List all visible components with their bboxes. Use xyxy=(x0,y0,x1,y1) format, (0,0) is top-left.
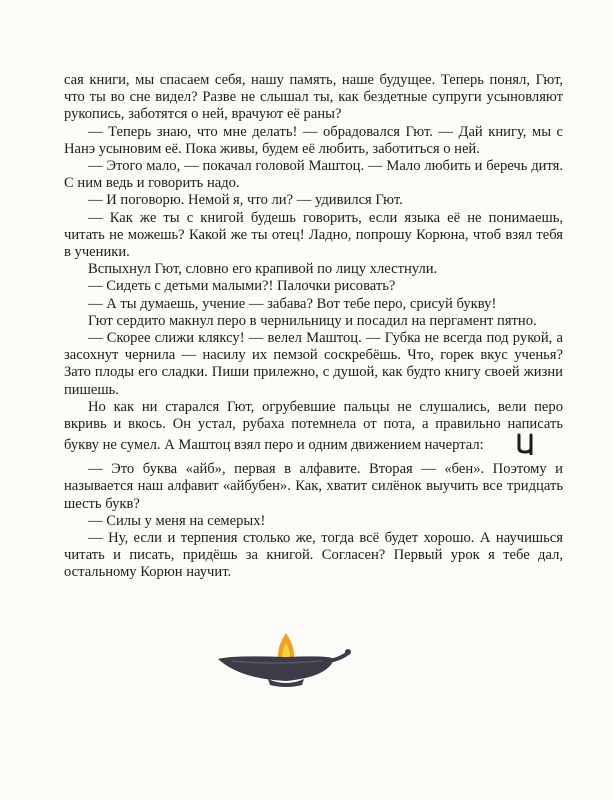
oil-lamp-icon xyxy=(212,625,352,695)
paragraph: — Это буква «айб», первая в алфавите. Вторая — «бен». Поэтому и называется наш алфавит «айбубен». Как, хватит силёнок выучить все тридцать шесть букв? xyxy=(64,461,563,512)
paragraph: — Теперь знаю, что мне делать! — обрадовался Гют. — Дай книгу, мы с Нанэ усыновим её. Пока живы, будем её любить, заботиться о ней. xyxy=(64,123,563,157)
paragraph: — Ну, если и терпения столько же, тогда всё будет хорошо. А научишься читать и писать, придёшь за книгой. Согласен? Первый урок я тебе дал, остальному Корюн научит. xyxy=(64,530,563,581)
paragraph: — Как же ты с книгой будешь говорить, если языка её не понимаешь, читать не можешь? Какой же ты отец! Ладно, попрошу Корюна, чтоб взял тебя в ученики. xyxy=(64,209,563,261)
paragraph: — Силы у меня на семерых! xyxy=(88,512,266,529)
armenian-ayb-letter-icon xyxy=(492,433,510,455)
paragraph: — А ты думаешь, учение — забава? Вот тебе перо, срисуй букву! xyxy=(88,295,497,312)
paragraph: Вспыхнул Гют, словно его крапивой по лицу хлестнули. xyxy=(88,261,438,278)
paragraph-with-letter xyxy=(64,399,563,455)
paragraph: — И поговорю. Немой я, что ли? — удивился Гют. xyxy=(88,192,403,209)
story-text xyxy=(64,72,563,582)
paragraph: сая книги, мы спасаем себя, нашу память, наше будущее. Теперь понял, Гют, что ты во сне видел? Разве не слышал ты, как бездетные супруги усыновляют рукопись, заботятся о ней, врачуют её раны? xyxy=(64,72,563,123)
paragraph-text: Но как ни старался Гют, огрубевшие пальцы не слушались, вели перо вкривь и вкось. Он устал, рубаха потемнела от пота, а правильно написать букву не сумел. А Маштоц взял перо и одним движением начертал: xyxy=(64,398,563,454)
paragraph: Гют сердито макнул перо в чернильницу и посадил на пергамент пятно. xyxy=(88,312,537,329)
paragraph: — Этого мало, — покачал головой Маштоц. — Мало любить и беречь дитя. С ним ведь и говорить надо. xyxy=(64,158,563,192)
paragraph: — Скорее слижи кляксу! — велел Маштоц. — Губка не всегда под рукой, а засохнут чернила — насилу их пемзой соскребёшь. Что, горек вкус ученья? Зато плоды его сладки. Пиши прилежно, с душой, как будто книгу своей жизни пишешь. xyxy=(64,330,563,398)
paragraph: — Сидеть с детьми малыми?! Палочки рисовать? xyxy=(88,278,396,295)
